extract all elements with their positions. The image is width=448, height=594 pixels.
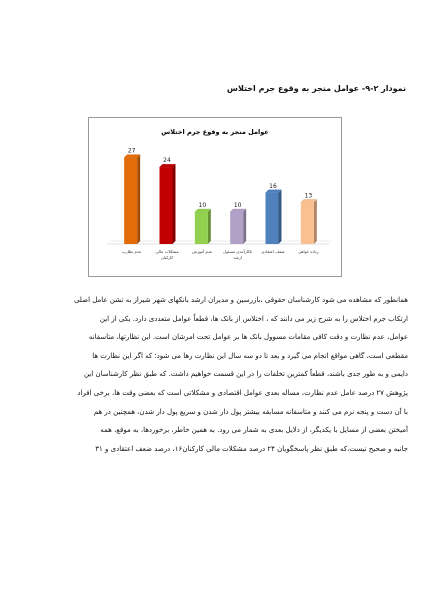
body-line: همانطور که مشاهده می شود کارشناسان حقوقی ،بازرسین و مدیران ارشد بانکهای شهر شیراز به تشن عامل اصلی <box>73 296 408 304</box>
bar <box>230 212 243 244</box>
bar-side <box>243 209 246 244</box>
bar-side <box>137 155 140 244</box>
body-line: دایمی و به طور جدی باشند، قطعاً کمترین تخلفات را در این قسمت خواهیم داشت. که طبق نظر کارشناسان این <box>84 370 408 379</box>
body-line: آمیختن بعضی از مسایل با یکدیگر، از دلایل بعدی به شمار می رود. به همین خاطر، برخوردها، به موقع، همه <box>100 426 408 435</box>
category-label: ناکارآمدی مسئول ارشد <box>223 249 253 260</box>
data-label: 27 <box>127 147 136 155</box>
bar-top <box>230 209 246 212</box>
body-line: با آن دست و پنجه نرم می کنند و متاسفانه مسابقه بیشتر پول دار شدن و سریع پول دار شدن، همچنین در هم <box>93 407 408 416</box>
body-line: مقطعی است، گاهی مواقع انجام می گیرد و بعد تا دو سه سال این نظارت رها می شود؛ که اگر این نظارت ها <box>92 351 408 360</box>
bar <box>160 167 173 244</box>
bar-side <box>173 164 176 244</box>
bar <box>124 158 137 244</box>
figure-caption: نمودار ۲-۹- عوامل منجر به وقوع جرم اختلاس <box>226 84 406 93</box>
body-line: ارتکاب جرم اختلاس را به شرح زیر می دانند که ، اختلاس از بانک ها، قطعاً عوامل متعددی دارد. یکی از این <box>99 314 408 323</box>
data-label: 13 <box>304 192 313 200</box>
body-paragraph <box>42 291 408 458</box>
body-line: پژوهش ۲۷ درصد عامل عدم نظارت، مساله بعدی عوامل اقتصادی و مشکلاتی است که بعضی وقت ها، برخی افراد <box>77 388 408 397</box>
bar-top <box>124 155 140 158</box>
chart-title: عوامل منجر به وقوع جرم اختلاس <box>161 128 269 136</box>
category-label: مشکلات مالی کارکنان <box>155 249 179 260</box>
bar <box>301 202 314 244</box>
data-label: 16 <box>269 182 277 190</box>
category-label: ضعف اعتقادی <box>261 249 285 254</box>
category-label: عدم نظارت <box>121 249 142 254</box>
bar-top <box>266 190 282 193</box>
bar-side <box>208 209 211 244</box>
data-label: 10 <box>198 202 207 209</box>
bar-side <box>314 199 317 244</box>
category-label: عدم آموزش <box>192 249 213 254</box>
body-line: عوامل، عدم نظارت و دقت کافی مقامات مسوول بانک ها بر عوامل تحت امرشان است. این نظارتها، متاسفانه <box>88 333 408 342</box>
bar <box>195 212 208 244</box>
bar <box>266 193 279 244</box>
bar-side <box>279 190 282 244</box>
bar-top <box>195 209 211 212</box>
category-label: زیاده خواهی <box>298 249 319 254</box>
chart-frame <box>88 117 342 277</box>
bar-top <box>160 164 176 167</box>
data-label: 10 <box>233 202 242 209</box>
data-label: 24 <box>163 157 171 165</box>
body-line: جانبه و صحیح نیست،که طبق نظر پاسخگویان ۲۴ درصد مشکلات مالی کارکنان۱۶، درصد ضعف اعتقادی و ۳۱ <box>95 444 408 453</box>
bar-chart <box>89 118 341 276</box>
bar-top <box>301 199 317 202</box>
